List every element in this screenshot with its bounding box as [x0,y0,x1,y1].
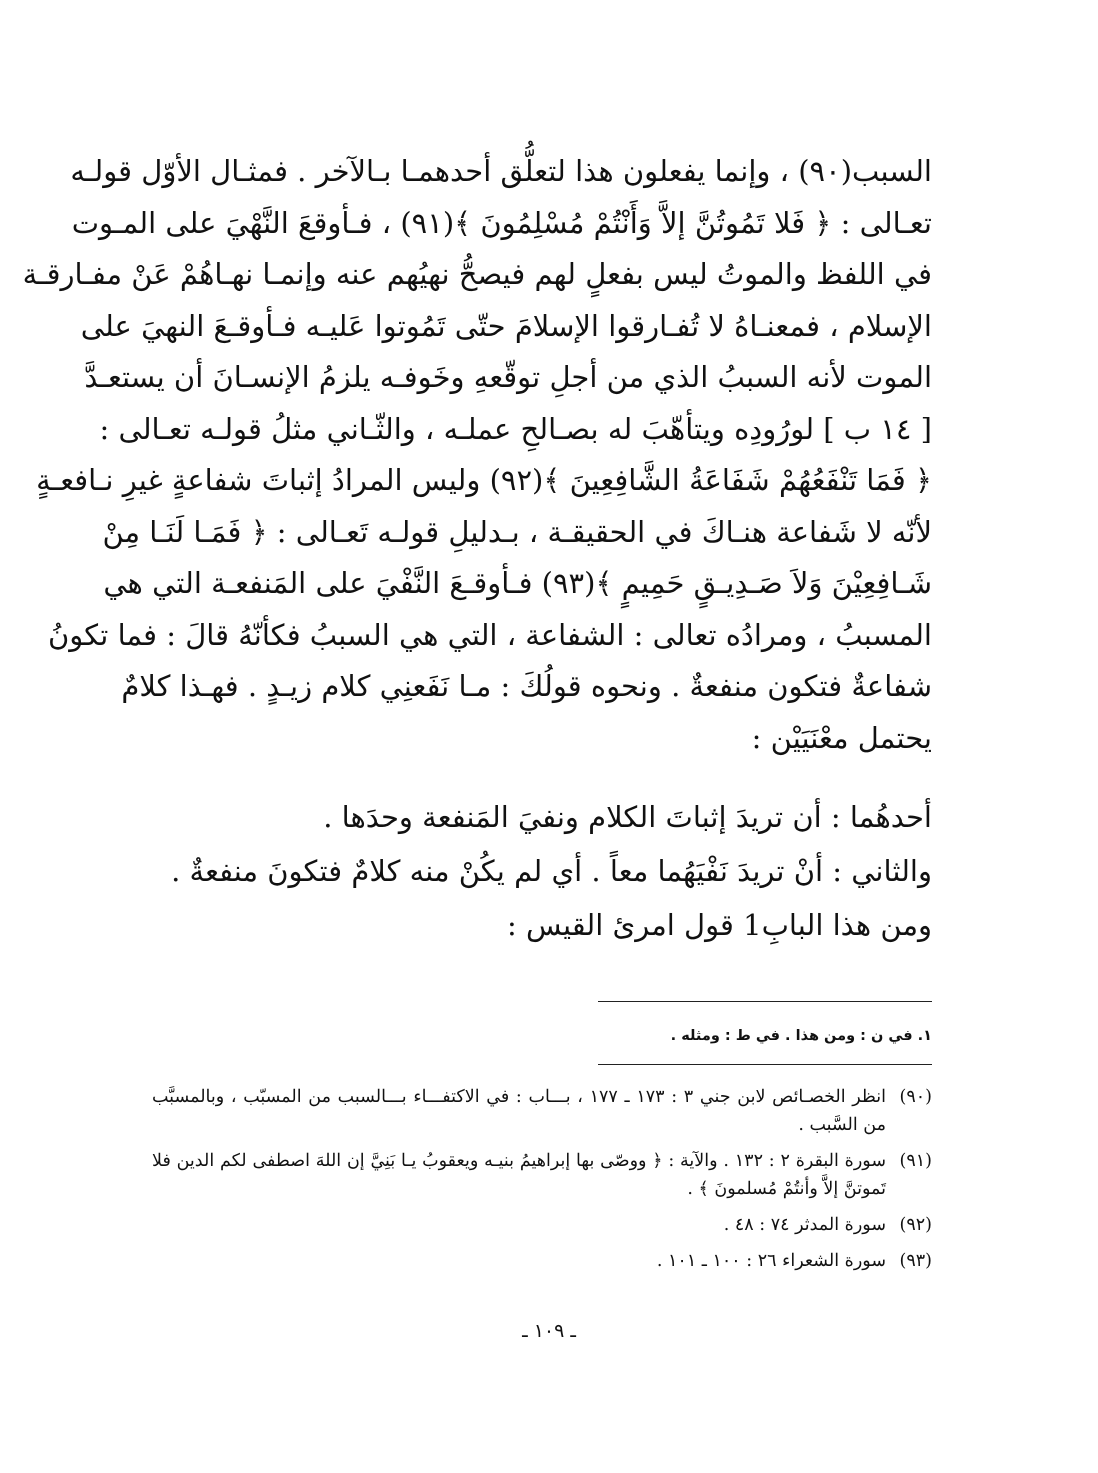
footnote-91 [152,1147,932,1203]
footnote-number: (٩١) [899,1151,932,1171]
text-line-7: ﴿ فَمَا تَنْفَعُهُمْ شَفَاعَةُ الشَّافِعِينَ ﴾(٩٢) وليس المرادُ إثباتَ شفاعةٍ غيرِ نـافعـةٍ [36,463,932,497]
footnote-93 [152,1247,932,1275]
footnote-number: (٩٢) [899,1215,932,1235]
footnotes [152,1083,932,1283]
paragraph-second-meaning: والثاني : أنْ تريدَ نَفْيَهُما معاً . أي لم يكُنْ منه كلامٌ فتكونَ منفعةٌ . [171,854,932,888]
text-line-12: يحتمل معْنَيَيْن : [751,720,932,755]
main-text-block [22,146,932,764]
footnote-text: سورة المدثر ٧٤ : ٤٨ . [723,1215,886,1235]
marginal-note-rule-top [598,1001,932,1002]
footnote-92 [152,1211,932,1239]
text-line-9: شَـافِعِيْنَ وَلاَ صَـدِيـقٍ حَمِيمٍ ﴾(٩٣) فـأوقـعَ النَّفْيَ على المَنفعـة التي هي [103,566,932,600]
marginal-note: ١. في ن : ومن هذا . في ط : ومثله . [670,1028,932,1044]
paragraph-block [172,790,932,952]
footnote-text: سورة البقرة ٢ : ١٣٢ . والآية : ﴿ ووصّى بها إبراهيمُ بنيـه ويعقوبُ يـا بَنِيَّ إن اللهَ اصطفى لكم الدين فلا تَموتنَّ إلاَّ وأنتُمْ مُسلمونَ ﴾ . [152,1151,886,1199]
text-line-4: الإسلام ، فمعنـاهُ لا تُفـارقوا الإسلامَ حتّى تَمُوتوا عَليـه فـأوقـعَ النهيَ على [80,308,932,343]
paragraph-imru-al-qais: ومن هذا البابِ1 قول امرئ القيس : [507,908,932,942]
text-line-8: لأنّه لا شَفاعة هنـاكَ في الحقيقـة ، بـدليلِ قولـه تَعـالى : ﴿ فَمَـا لَنَـا مِنْ [102,514,932,549]
footnote-text: سورة الشعراء ٢٦ : ١٠٠ ـ ١٠١ . [656,1251,886,1271]
text-line-5: الموت لأنه السببُ الذي من أجلِ توقّعهِ وخَوفـه يلزمُ الإنسـانَ أن يستعـدَّ [84,360,932,394]
text-line-10: المسببُ ، ومرادُه تعالى : الشفاعة ، التي هي السببُ فكأنّهُ قالَ : فما تكونُ [47,617,932,652]
text-line-2: تعـالى : ﴿ فَلا تَمُوتُنَّ إلاَّ وَأَنْتُمْ مُسْلِمُونَ ﴾(٩١) ، فـأوقعَ النَّهْيَ على المـوت [71,205,932,240]
footnote-number: (٩٠) [899,1087,932,1107]
text-line-6: [ ١٤ ب ] لورُودِه ويتأهّبَ له بصـالحِ عملـه ، والثّـاني مثلُ قولـه تعـالى : [99,411,932,446]
paragraph-first-meaning: أحدهُما : أن تريدَ إثباتَ الكلام ونفيَ المَنفعة وحدَها . [323,800,932,834]
page-number: ـ ١٠٩ ـ [522,1320,576,1342]
footnote-90 [152,1083,932,1139]
text-line-1: السبب(٩٠) ، وإنما يفعلون هذا لتعلُّق أحدهمـا بـالآخر . فمثـال الأوّل قولـه [70,154,932,188]
text-line-11: شفاعةٌ فتكون منفعةٌ . ونحوه قولُكَ : مـا نَفَعنِي كلام زيـدٍ . فهـذا كلامٌ [121,669,932,703]
marginal-note-rule-bottom [598,1064,932,1065]
footnote-text: انظر الخصـائص لابن جني ٣ : ١٧٣ ـ ١٧٧ ، بـــاب : في الاكتفـــاء بـــالسبب من المسبّب ، وبالمسبَّب من السَّبب . [152,1087,886,1135]
footnote-number: (٩٣) [899,1251,932,1271]
text-line-3: في اللفظ والموتُ ليس بفعلٍ لهم فيصحُّ نهيُهم عنه وإنمـا نهـاهُمْ عَنْ مفـارقـة [22,257,932,291]
